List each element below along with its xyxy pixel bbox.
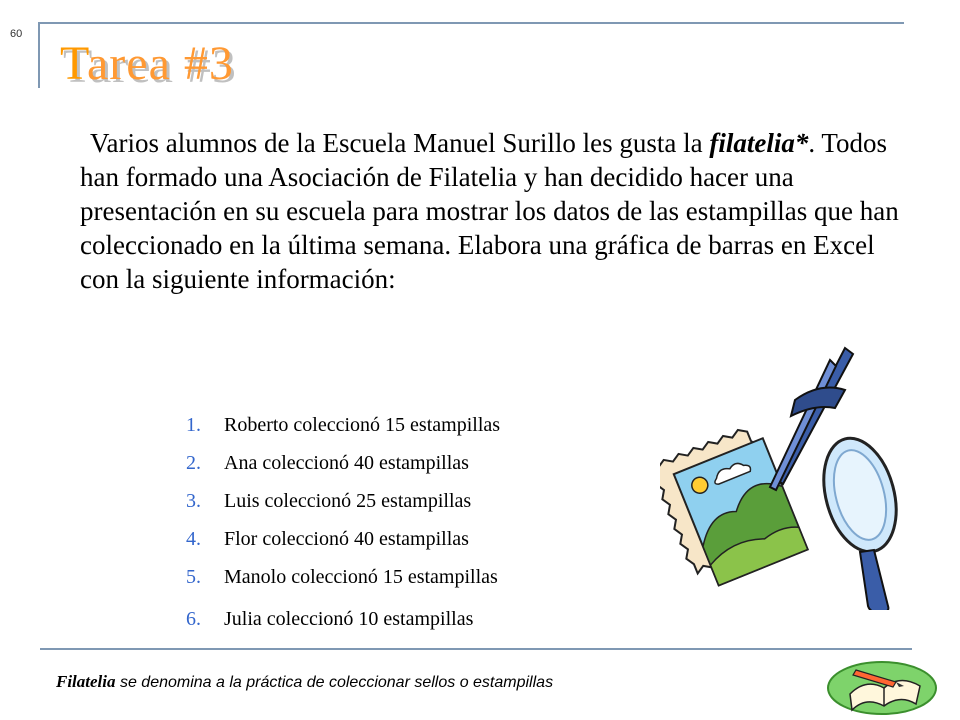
intro-part1: Varios alumnos de la Escuela Manuel Surillo les gusta la: [90, 128, 703, 158]
slide-number: 60: [10, 28, 23, 40]
list-item: [186, 600, 500, 638]
list-item: [186, 482, 500, 520]
list-text: Luis coleccionó 25 estampillas: [224, 490, 472, 512]
stamp-list: [186, 406, 500, 638]
magnifying-glass-icon: [812, 430, 908, 610]
list-text: Flor coleccionó 40 estampillas: [224, 528, 469, 550]
footnote-text: se denomina a la práctica de coleccionar sellos o estampillas: [115, 674, 554, 691]
title-initial: T: [60, 37, 87, 90]
footer-divider: [40, 648, 912, 650]
list-text: Roberto coleccionó 15 estampillas: [224, 414, 501, 436]
intro-term: filatelia*: [709, 128, 809, 158]
book-pencil-icon[interactable]: [826, 654, 938, 716]
list-number: 6.: [186, 608, 201, 630]
list-number: 3.: [186, 490, 201, 512]
intro-paragraph: [80, 126, 910, 296]
list-number: 2.: [186, 452, 201, 474]
list-number: 4.: [186, 528, 201, 550]
list-text: Julia coleccionó 10 estampillas: [224, 608, 474, 630]
list-item: [186, 558, 500, 596]
stamp-icon: [660, 422, 808, 592]
list-item: [186, 444, 500, 482]
slide-title: [60, 36, 234, 91]
frame-left-line: [38, 22, 40, 88]
frame-top-line: [40, 22, 904, 24]
list-item: [186, 406, 500, 444]
footnote: [56, 672, 553, 692]
title-rest: area #3: [86, 37, 234, 90]
list-text: Ana coleccionó 40 estampillas: [224, 452, 469, 474]
list-item: [186, 520, 500, 558]
list-number: 1.: [186, 414, 201, 436]
philately-clipart: [660, 340, 910, 610]
intro-part2: . Todos han formado una Asociación de Filatelia y han decidido hacer una presentación en su escuela para mostrar los datos de las estampillas que han coleccionado en la última semana. Elabora una gráfica de barras en Excel con la siguiente información:: [80, 128, 899, 294]
list-number: 5.: [186, 566, 201, 588]
list-text: Manolo coleccionó 15 estampillas: [224, 566, 498, 588]
footnote-term: Filatelia: [56, 672, 116, 691]
